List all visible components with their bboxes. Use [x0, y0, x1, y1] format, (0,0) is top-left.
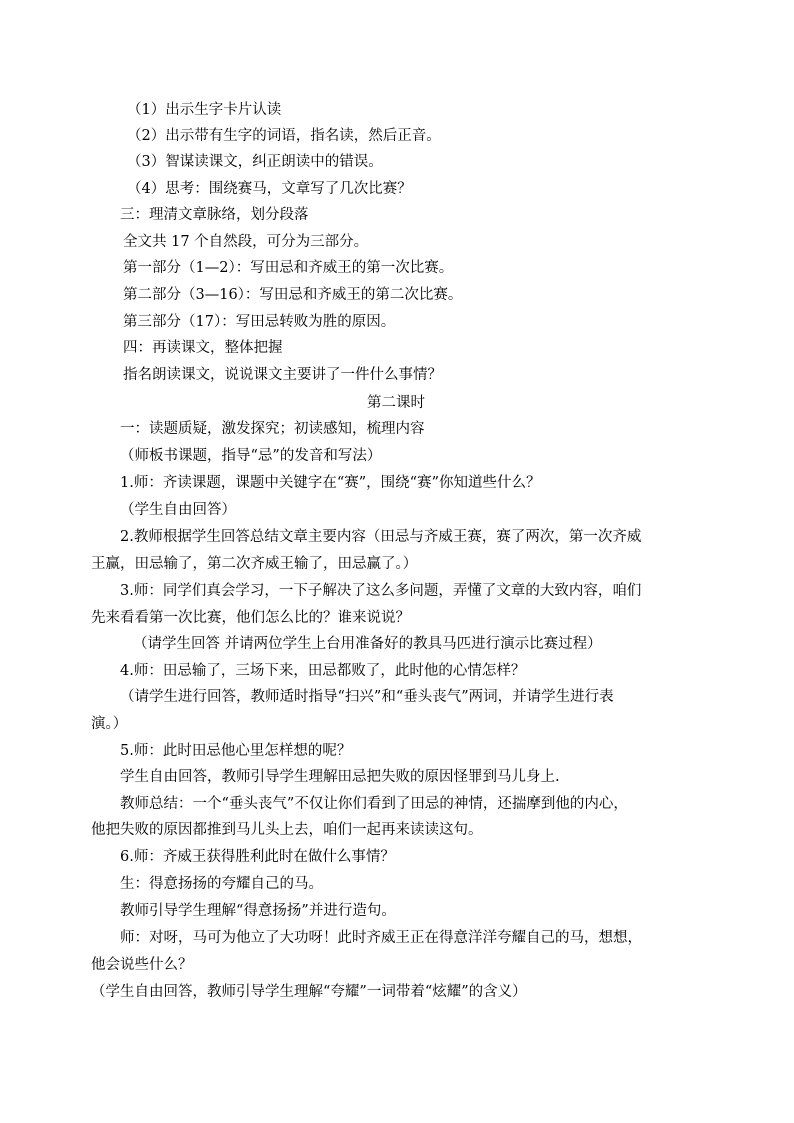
text-line: （3）智谋读课文，纠正朗读中的错误。: [127, 154, 383, 170]
text-line: 2.教师根据学生回答总结文章主要内容（田忌与齐威王赛，赛了两次，第一次齐威: [120, 529, 642, 545]
text-line: 指名朗读课文，说说课文主要讲了一件什么事情？: [123, 367, 442, 383]
text-line: 第二部分（3—16）：写田忌和齐威王的第二次比赛。: [123, 287, 463, 303]
text-line: 师：对呀，马可为他立了大功呀！此时齐威王正在得意洋洋夸耀自己的马，想想，: [120, 930, 642, 946]
text-line: （请学生进行回答，教师适时指导“扫兴”和“垂头丧气”两词，并请学生进行表: [120, 689, 614, 705]
text-line: 他会说些什么？: [91, 957, 193, 973]
text-line: 全文共 17 个自然段，可分为三部分。: [123, 234, 369, 250]
text-line: 1.师：齐读课题，课题中关键字在“赛”，围绕“赛”你知道些什么？: [120, 475, 541, 491]
text-line: （师板书课题，指导“忌”的发音和写法）: [120, 448, 382, 464]
text-line: 王赢，田忌输了，第二次齐威王输了，田忌赢了。）: [91, 556, 418, 572]
lesson-title: 第二课时: [367, 395, 425, 411]
text-line: 学生自由回答，教师引导学生理解田忌把失败的原因怪罪到马儿身上.: [120, 769, 560, 785]
text-line: 3.师：同学们真会学习，一下子解决了这么多问题，弄懂了文章的大致内容，咱们: [120, 583, 642, 599]
text-line: 6.师：齐威王获得胜利此时在做什么事情？: [120, 849, 395, 865]
text-line: 5.师：此时田忌他心里怎样想的呢？: [120, 743, 352, 759]
text-line: 第三部分（17）：写田忌转败为胜的原因。: [123, 314, 396, 330]
text-line: （学生自由回答，教师引导学生理解“夸耀”一词带着“炫耀”的含义）: [91, 984, 527, 1000]
section-heading: 一：读题质疑，激发探究；初读感知，梳理内容: [120, 421, 425, 437]
text-line: 教师引导学生理解“得意扬扬”并进行造句。: [120, 903, 396, 919]
text-line: （学生自由回答）: [120, 502, 236, 518]
text-line: 先来看看第一次比赛，他们怎么比的？谁来说说？: [91, 610, 410, 626]
text-line: （4）思考：围绕赛马，文章写了几次比赛？: [127, 181, 412, 197]
text-line: （请学生回答 并请两位学生上台用准备好的教具马匹进行演示比赛过程）: [133, 636, 602, 652]
section-heading: 三：理清文章脉络，划分段落: [120, 207, 309, 223]
text-line: 生：得意扬扬的夸耀自己的马。: [120, 876, 323, 892]
section-heading: 四：再读课文，整体把握: [123, 340, 283, 356]
text-line: 第一部分（1—2）：写田忌和齐威王的第一次比赛。: [123, 260, 454, 276]
text-line: 他把失败的原因都推到马儿头上去，咱们一起再来读读这句。: [91, 822, 483, 838]
text-line: （1）出示生字卡片认读: [127, 102, 282, 118]
text-line: 4.师：田忌输了，三场下来，田忌都败了，此时他的心情怎样？: [120, 663, 526, 679]
text-line: （2）出示带有生字的词语，指名读，然后正音。: [127, 128, 441, 144]
text-line: 演。）: [91, 716, 128, 732]
text-line: 教师总结：一个“垂头丧气”不仅让你们看到了田忌的神情，还揣摩到他的内心，: [120, 796, 628, 812]
